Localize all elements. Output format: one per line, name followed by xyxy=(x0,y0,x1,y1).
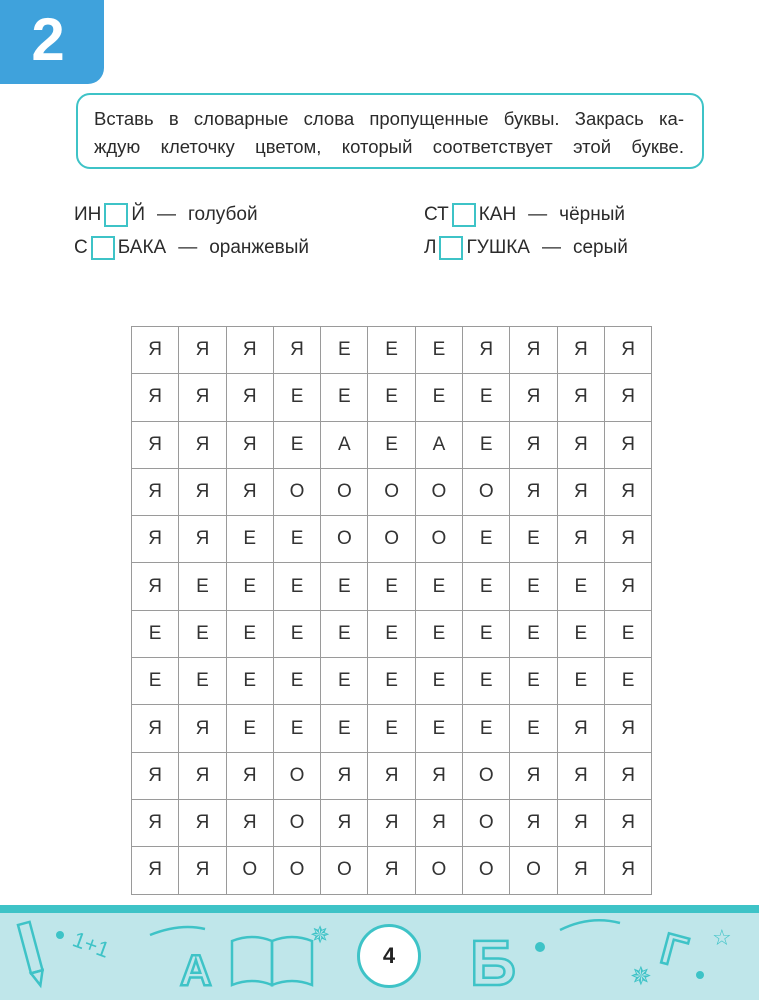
letter-g-decor: Г xyxy=(655,924,693,978)
grid-cell[interactable]: Е xyxy=(274,422,321,469)
grid-cell[interactable]: Е xyxy=(510,563,557,610)
clue-color: серый xyxy=(572,237,628,258)
grid-cell[interactable]: Я xyxy=(558,847,605,894)
grid-cell[interactable]: Я xyxy=(179,705,226,752)
grid-cell[interactable]: Я xyxy=(274,327,321,374)
grid-cell[interactable]: Я xyxy=(605,800,652,847)
grid-cell[interactable]: Я xyxy=(227,800,274,847)
grid-cell[interactable]: Я xyxy=(132,374,179,421)
grid-cell[interactable]: Я xyxy=(510,422,557,469)
grid-cell[interactable]: Я xyxy=(368,753,415,800)
grid-cell[interactable]: Я xyxy=(227,422,274,469)
grid-cell[interactable]: Е xyxy=(463,705,510,752)
grid-cell[interactable]: Е xyxy=(558,611,605,658)
clue-dash: — xyxy=(528,204,548,225)
grid-cell[interactable]: Я xyxy=(558,327,605,374)
grid-cell[interactable]: Е xyxy=(179,563,226,610)
grid-cell[interactable]: Я xyxy=(132,563,179,610)
grid-cell[interactable]: Е xyxy=(463,422,510,469)
grid-cell[interactable]: Е xyxy=(179,611,226,658)
grid-cell[interactable]: Я xyxy=(132,422,179,469)
grid-cell[interactable]: Е xyxy=(274,611,321,658)
clue-color: чёрный xyxy=(559,204,625,225)
grid-cell[interactable]: Я xyxy=(368,847,415,894)
clue-word-start: ИН xyxy=(74,204,102,225)
grid-cell[interactable]: Я xyxy=(227,374,274,421)
grid-cell[interactable]: Е xyxy=(227,705,274,752)
grid-cell[interactable]: О xyxy=(321,469,368,516)
grid-cell[interactable]: Я xyxy=(132,847,179,894)
letter-b-decor: Б xyxy=(470,927,516,999)
grid-cell[interactable]: Я xyxy=(510,469,557,516)
page-number xyxy=(357,924,421,988)
grid-cell[interactable]: Е xyxy=(558,563,605,610)
clue-word-end: Й xyxy=(131,204,146,225)
grid-cell[interactable]: Я xyxy=(179,516,226,563)
instruction-line-1: Вставь в словарные слова пропущенные буквы. Закрась ка- xyxy=(94,108,684,129)
grid-cell[interactable]: А xyxy=(321,422,368,469)
clue-word-start: Л xyxy=(424,237,437,258)
grid-cell[interactable]: Я xyxy=(321,800,368,847)
grid-cell[interactable]: О xyxy=(368,469,415,516)
star-icon: ✵ xyxy=(310,921,331,949)
grid-cell[interactable]: Е xyxy=(416,327,463,374)
grid-cell[interactable]: Е xyxy=(510,705,557,752)
grid-cell[interactable]: Я xyxy=(179,847,226,894)
grid-cell[interactable]: Е xyxy=(368,563,415,610)
dot-icon xyxy=(535,942,545,952)
grid-cell[interactable]: Я xyxy=(132,800,179,847)
grid-cell[interactable]: Я xyxy=(179,800,226,847)
grid-cell[interactable]: Е xyxy=(558,658,605,705)
dot-icon xyxy=(696,971,704,979)
grid-cell[interactable]: Я xyxy=(558,516,605,563)
grid-cell[interactable]: Я xyxy=(510,327,557,374)
grid-cell[interactable]: Я xyxy=(605,327,652,374)
grid-cell[interactable]: Я xyxy=(510,753,557,800)
grid-cell[interactable]: Я xyxy=(132,516,179,563)
grid-cell[interactable]: Е xyxy=(227,658,274,705)
grid-cell[interactable]: Я xyxy=(227,327,274,374)
grid-cell[interactable]: О xyxy=(510,847,557,894)
clue-dash: — xyxy=(541,237,561,258)
grid-cell[interactable]: Е xyxy=(321,563,368,610)
grid-cell[interactable]: Е xyxy=(368,658,415,705)
grid-cell[interactable]: Е xyxy=(416,374,463,421)
clue-color: голубой xyxy=(188,204,258,225)
clue-dash: — xyxy=(178,237,198,258)
grid-cell[interactable]: О xyxy=(368,516,415,563)
grid-cell[interactable]: Я xyxy=(179,327,226,374)
grid-cell[interactable]: Е xyxy=(510,611,557,658)
formula-decor: 1+1 xyxy=(69,926,113,963)
clue-lyagushka xyxy=(424,236,628,260)
grid-cell[interactable]: Я xyxy=(179,469,226,516)
grid-cell[interactable]: Е xyxy=(605,658,652,705)
grid-cell[interactable]: Я xyxy=(227,469,274,516)
clue-word-end: КАН xyxy=(478,204,517,225)
grid-cell[interactable]: О xyxy=(321,516,368,563)
grid-cell[interactable]: Я xyxy=(558,753,605,800)
grid-cell[interactable]: Я xyxy=(368,800,415,847)
grid-cell[interactable]: Е xyxy=(274,563,321,610)
grid-cell[interactable]: Е xyxy=(368,374,415,421)
grid-cell[interactable]: Е xyxy=(274,516,321,563)
page-number-text: 4 xyxy=(382,943,396,968)
grid-cell[interactable]: Я xyxy=(132,753,179,800)
grid-cell[interactable]: Я xyxy=(605,422,652,469)
letter-blank[interactable] xyxy=(439,236,463,260)
grid-cell[interactable]: О xyxy=(274,753,321,800)
book-icon xyxy=(232,937,312,985)
clue-word-start: СТ xyxy=(424,204,449,225)
grid-cell[interactable]: Я xyxy=(605,563,652,610)
grid-cell[interactable]: Е xyxy=(416,658,463,705)
grid-cell[interactable]: О xyxy=(321,847,368,894)
grid-cell[interactable]: Е xyxy=(368,705,415,752)
clue-word-end: ГУШКА xyxy=(466,237,530,258)
grid-cell[interactable]: Я xyxy=(558,469,605,516)
coloring-grid xyxy=(131,326,652,895)
grid-cell[interactable]: О xyxy=(416,516,463,563)
grid-cell[interactable]: Е xyxy=(132,658,179,705)
grid-cell[interactable]: Я xyxy=(179,422,226,469)
grid-cell[interactable]: Е xyxy=(463,374,510,421)
grid-cell[interactable]: Е xyxy=(179,658,226,705)
grid-cell[interactable]: О xyxy=(463,847,510,894)
grid-cell[interactable]: Я xyxy=(605,753,652,800)
grid-cell[interactable]: Е xyxy=(510,516,557,563)
grid-cell[interactable]: Е xyxy=(321,705,368,752)
grid-cell[interactable]: О xyxy=(463,753,510,800)
grid-cell[interactable]: Е xyxy=(274,658,321,705)
dot-icon xyxy=(56,931,64,939)
grid-cell[interactable]: Я xyxy=(558,422,605,469)
grid-cell[interactable]: Я xyxy=(605,374,652,421)
grid-cell[interactable]: Я xyxy=(558,800,605,847)
grid-cell[interactable]: Я xyxy=(510,374,557,421)
grid-cell[interactable]: Е xyxy=(605,611,652,658)
grid-cell[interactable]: Е xyxy=(321,611,368,658)
grid-cell[interactable]: Я xyxy=(227,753,274,800)
grid-cell[interactable]: О xyxy=(416,469,463,516)
grid-cell[interactable]: Е xyxy=(510,658,557,705)
clue-color: оранжевый xyxy=(209,237,310,258)
star-icon: ✵ xyxy=(630,962,652,992)
grid-cell[interactable]: Я xyxy=(510,800,557,847)
grid-cell[interactable]: Я xyxy=(132,327,179,374)
grid-cell[interactable]: Я xyxy=(605,847,652,894)
grid-cell[interactable]: Е xyxy=(227,516,274,563)
grid-cell[interactable]: Е xyxy=(274,374,321,421)
grid-cell[interactable]: Я xyxy=(605,705,652,752)
grid-cell[interactable]: Е xyxy=(321,374,368,421)
clue-word-end: БАКА xyxy=(117,237,167,258)
grid-cell[interactable]: А xyxy=(416,422,463,469)
grid-cell[interactable]: Е xyxy=(463,563,510,610)
grid-cell[interactable]: Е xyxy=(463,658,510,705)
task-number-badge xyxy=(0,0,104,84)
star-outline-icon: ☆ xyxy=(712,926,732,951)
clue-inei xyxy=(74,203,258,227)
pencil-icon xyxy=(18,922,46,987)
grid-cell[interactable]: Е xyxy=(416,563,463,610)
grid-cell[interactable]: Е xyxy=(227,563,274,610)
grid-cell[interactable]: Е xyxy=(416,611,463,658)
grid-cell[interactable]: Е xyxy=(132,611,179,658)
grid-cell[interactable]: О xyxy=(227,847,274,894)
grid-cell[interactable]: Я xyxy=(132,469,179,516)
grid-cell[interactable]: О xyxy=(274,847,321,894)
grid-cell[interactable]: Е xyxy=(463,611,510,658)
grid-cell[interactable]: Е xyxy=(227,611,274,658)
grid-cell[interactable]: Е xyxy=(368,327,415,374)
grid-cell[interactable]: О xyxy=(274,469,321,516)
grid-cell[interactable]: О xyxy=(463,800,510,847)
grid-cell[interactable]: О xyxy=(274,800,321,847)
letter-a-decor: А xyxy=(180,946,212,995)
grid-cell[interactable]: Я xyxy=(558,705,605,752)
grid-cell[interactable]: Е xyxy=(274,705,321,752)
grid-cell[interactable]: Е xyxy=(321,327,368,374)
grid-cell[interactable]: Я xyxy=(605,469,652,516)
clue-dash: — xyxy=(157,204,177,225)
clue-sobaka xyxy=(74,236,309,260)
grid-cell[interactable]: Е xyxy=(368,422,415,469)
grid-cell[interactable]: Я xyxy=(558,374,605,421)
instruction-box xyxy=(76,93,704,169)
grid-cell[interactable]: Я xyxy=(416,753,463,800)
grid-cell[interactable]: Я xyxy=(179,753,226,800)
clue-stakan xyxy=(424,203,625,227)
instruction-line-2: ждую клеточку цветом, который соответствует этой букве. xyxy=(94,136,684,157)
grid-cell[interactable]: О xyxy=(463,469,510,516)
grid-cell[interactable]: Е xyxy=(463,516,510,563)
task-number: 2 xyxy=(31,6,65,73)
grid-cell[interactable]: Я xyxy=(463,327,510,374)
grid-cell[interactable]: Е xyxy=(416,705,463,752)
clue-word-start: С xyxy=(74,237,88,258)
grid-cell[interactable]: Я xyxy=(416,800,463,847)
grid-cell[interactable]: Я xyxy=(605,516,652,563)
letter-blank[interactable] xyxy=(104,203,128,227)
grid-cell[interactable]: Е xyxy=(321,658,368,705)
grid-cell[interactable]: Я xyxy=(321,753,368,800)
letter-blank[interactable] xyxy=(91,236,115,260)
grid-cell[interactable]: Я xyxy=(179,374,226,421)
letter-blank[interactable] xyxy=(452,203,476,227)
grid-cell[interactable]: Я xyxy=(132,705,179,752)
grid-cell[interactable]: О xyxy=(416,847,463,894)
grid-cell[interactable]: Е xyxy=(368,611,415,658)
